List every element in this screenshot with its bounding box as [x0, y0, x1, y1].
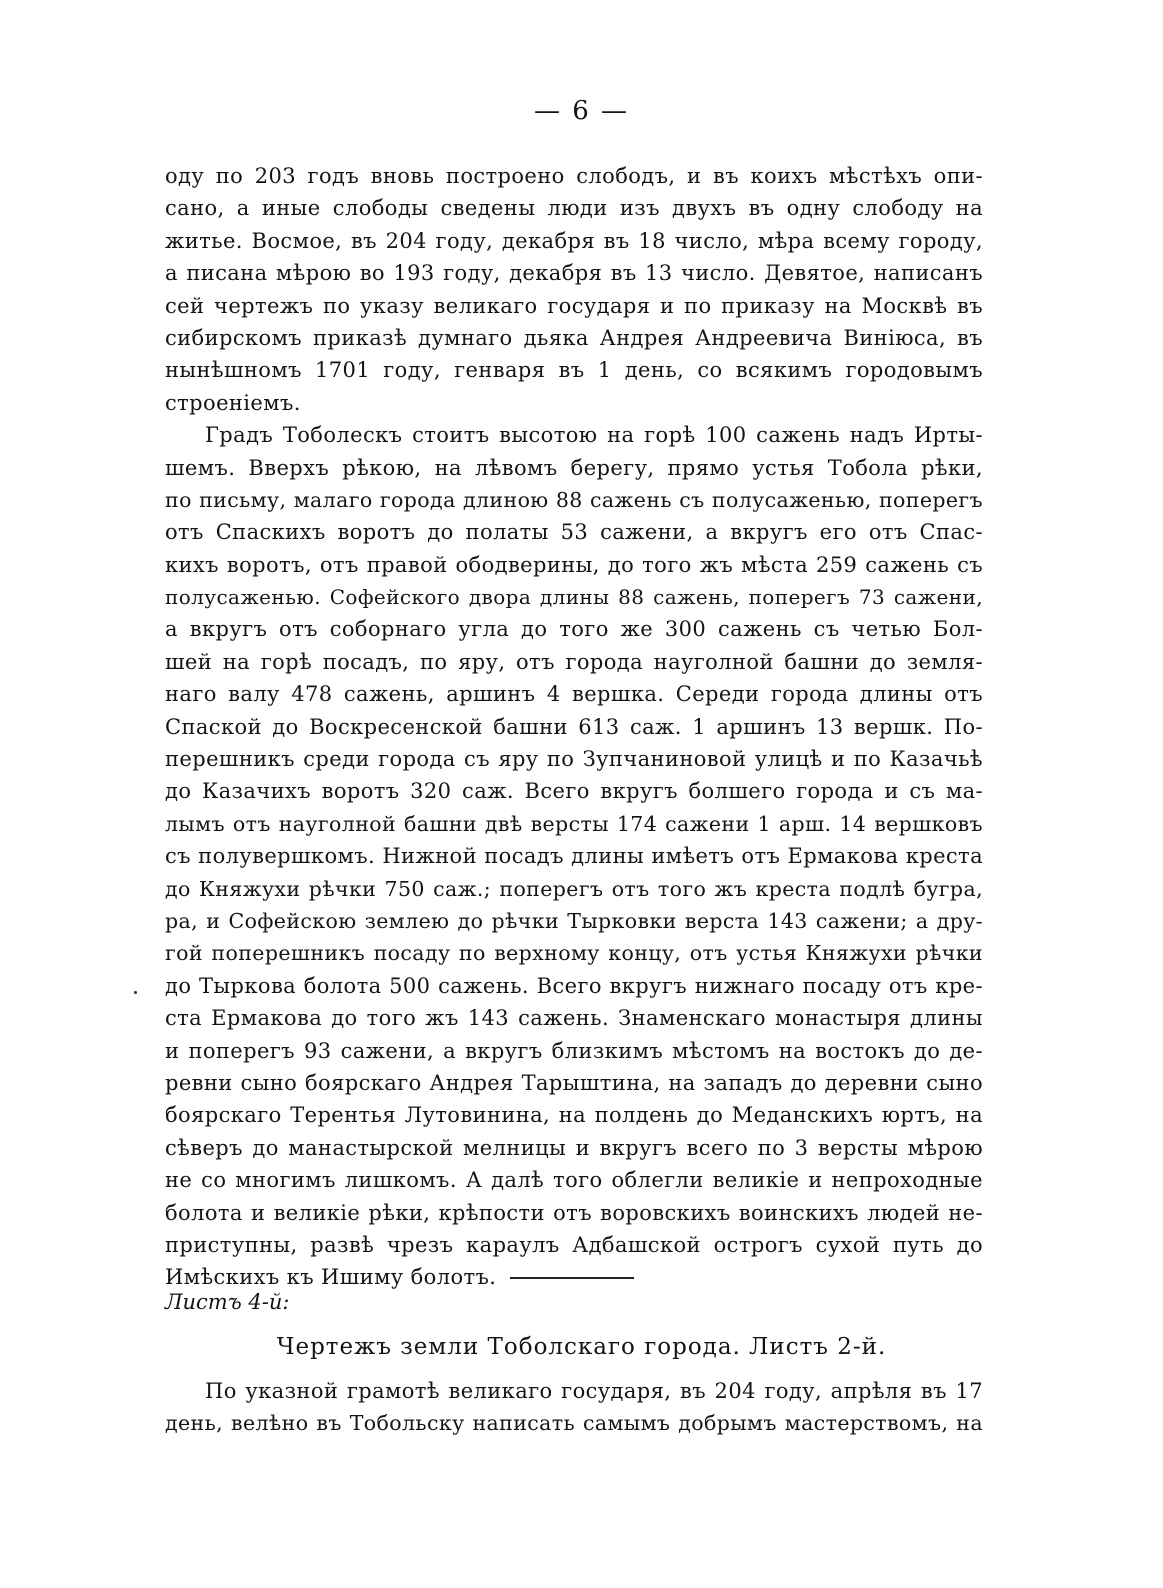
text-line: а вкругъ отъ соборнаго угла до того же 300 сажень съ четью Бол- — [165, 617, 983, 642]
text-line: сано, а иные слободы сведены люди изъ двухъ въ одну слободу на — [165, 196, 983, 221]
text-line: и поперегъ 93 сажени, а вкругъ близкимъ мѣстомъ на востокъ до де- — [165, 1038, 983, 1063]
text-line: оду по 203 годъ вновь построено слободъ, и въ коихъ мѣстѣхъ опи- — [165, 164, 983, 188]
section-heading: Чертежъ земли Тоболскаго города. Листъ 2-й. — [276, 1334, 887, 1360]
print-speck — [134, 991, 137, 994]
text-line: наго валу 478 сажень, аршинъ 4 вершка. Середи города длины отъ — [165, 682, 983, 707]
text-line: Имѣскихъ къ Ишиму болотъ. — [165, 1265, 497, 1290]
text-line: сибирскомъ приказѣ думнаго дьяка Андрея Андреевича Виніюса, въ — [165, 325, 983, 350]
text-line: до Княжухи рѣчки 750 саж.; поперегъ отъ того жъ креста подлѣ бугра, — [165, 876, 983, 901]
text-line: шемъ. Вверхъ рѣкою, на лѣвомъ берегу, прямо устья Тобола рѣки, — [165, 455, 983, 480]
text-line: шей на горѣ посадъ, по яру, отъ города науголной башни до земля- — [165, 649, 983, 674]
text-line: ревни сыно боярскаго Андрея Тарыштина, на западъ до деревни сыно — [165, 1070, 983, 1095]
text-line: лымъ отъ науголной башни двѣ версты 174 сажени 1 арш. 14 вершковъ — [165, 811, 983, 836]
text-line: сей чертежъ по указу великаго государя и по приказу на Москвѣ въ — [165, 293, 983, 318]
page-number: — 6 — — [533, 96, 630, 126]
text-line: нынѣшномъ 1701 году, генваря въ 1 день, со всякимъ городовымъ — [165, 358, 983, 383]
paragraph-body-2 — [165, 1375, 983, 1440]
text-line: Градъ Тоболескъ стоитъ высотою на горѣ 100 сажень надъ Ирты- — [205, 423, 983, 448]
text-line: болота и великіе рѣки, крѣпости отъ воровскихъ воинскихъ людей не- — [165, 1200, 983, 1225]
text-line: а писана мѣрою во 193 году, декабря въ 13 число. Девятое, написанъ — [165, 261, 983, 286]
text-line: ра, и Софейскою землею до рѣчки Тырковки верста 143 сажени; а дру- — [165, 908, 983, 933]
text-line: до Казачихъ воротъ 320 саж. Всего вкругъ болшего города и съ ма- — [165, 779, 983, 804]
text-line: не со многимъ лишкомъ. А далѣ того облегли великіе и непроходные — [165, 1168, 983, 1193]
text-line: гой поперешникъ посаду по верхному концу, отъ устья Княжухи рѣчки — [165, 941, 983, 966]
sheet-label: Листъ 4-й: — [165, 1290, 290, 1314]
text-line: строеніемъ. — [165, 390, 301, 415]
text-line: приступны, развѣ чрезъ караулъ Адбашской острогъ сухой путь до — [165, 1232, 983, 1257]
text-line: житье. Восмое, въ 204 году, декабря въ 18 число, мѣра всему городу, — [165, 228, 983, 253]
text-line: Спаской до Воскресенской башни 613 саж. 1 аршинъ 13 вершк. По- — [165, 714, 983, 739]
text-line: ста Ермакова до того жъ 143 сажень. Знаменскаго монастыря длины — [165, 1006, 983, 1031]
paragraph-body-1 — [165, 160, 983, 1294]
text-line: съ полувершкомъ. Нижной посадъ длины имѣетъ отъ Ермакова креста — [165, 844, 983, 869]
text-line: полусаженью. Софейского двора длины 88 сажень, поперегъ 73 сажени, — [165, 585, 983, 610]
section-divider — [510, 1277, 634, 1279]
text-line: отъ Спаскихъ воротъ до полаты 53 сажени, а вкругъ его отъ Спас- — [165, 520, 983, 545]
text-line: сѣверъ до манастырской мелницы и вкругъ всего по 3 версты мѣрою — [165, 1135, 983, 1160]
text-line: до Тыркова болота 500 сажень. Всего вкругъ нижнаго посаду отъ кре- — [165, 973, 983, 998]
text-line: по письму, малаго города длиною 88 сажень съ полусаженью, поперегъ — [165, 487, 983, 512]
text-line: По указной грамотѣ великаго государя, въ 204 году, апрѣля въ 17 — [205, 1379, 983, 1403]
text-line: день, велѣно въ Тобольску написать самымъ добрымъ мастерствомъ, на — [165, 1411, 983, 1436]
text-line: перешникъ среди города съ яру по Зупчаниновой улицѣ и по Казачьѣ — [165, 747, 983, 772]
text-line: кихъ воротъ, отъ правой ободверины, до того жъ мѣста 259 сажень съ — [165, 552, 983, 577]
text-line: боярскаго Терентья Лутовинина, на полдень до Меданскихъ юртъ, на — [165, 1103, 983, 1128]
